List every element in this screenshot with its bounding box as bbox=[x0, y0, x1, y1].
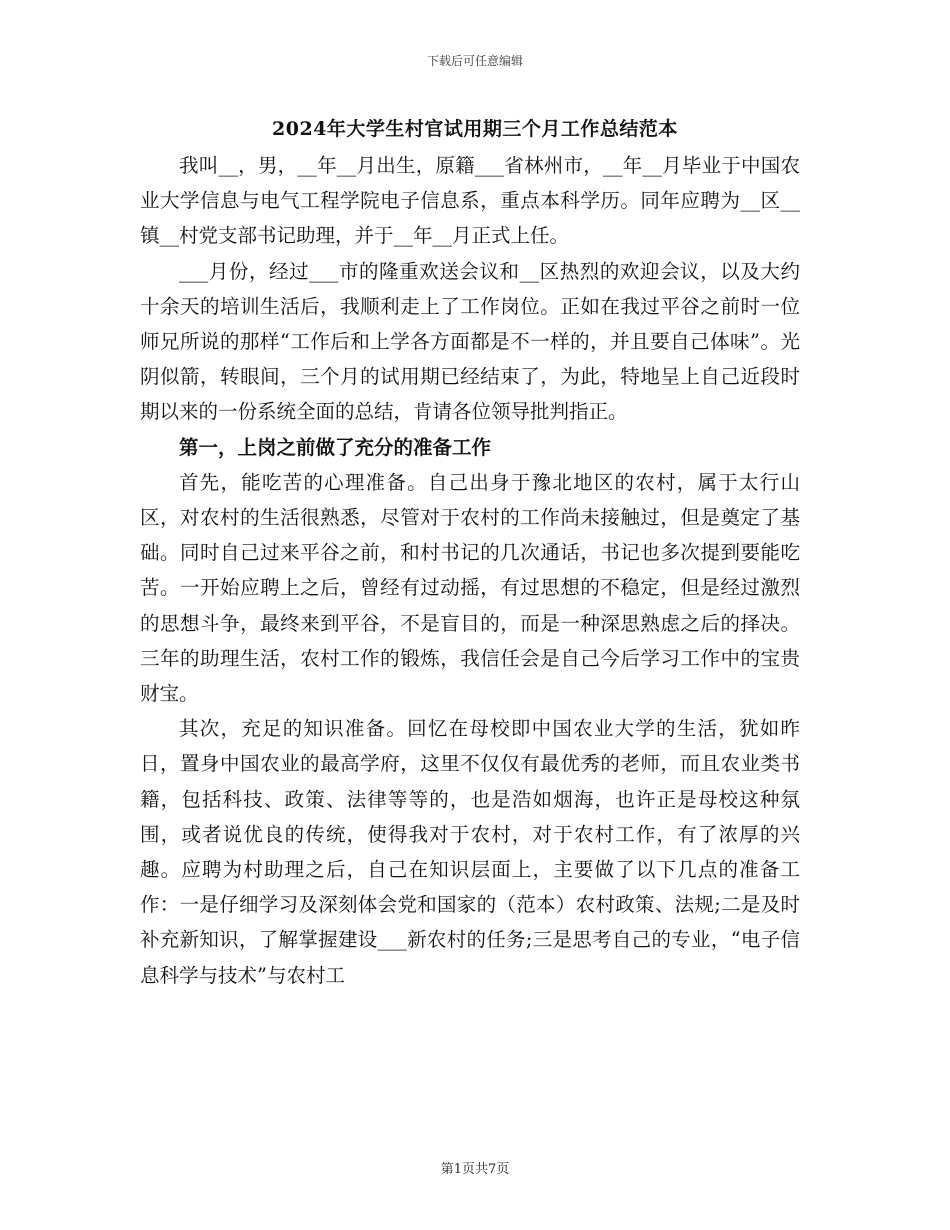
document-body bbox=[140, 148, 800, 993]
paragraph-intro: 我叫__，男，__年__月出生，原籍___省林州市，__年__月毕业于中国农业大学信息与电气工程学院电子信息系，重点本科学历。同年应聘为__区__镇__村党支部书记助理，并于__年__月正式上任。 bbox=[140, 154, 800, 248]
page-number: 第1页共7页 bbox=[440, 1162, 510, 1177]
paragraph-knowledge-preparation: 其次，充足的知识准备。回忆在母校即中国农业大学的生活，犹如昨日，置身中国农业的最高学府，这里不仅仅有最优秀的老师，而且农业类书籍，包括科技、政策、法律等等的，也是浩如烟海，也许正是母校这种氛围，或者说优良的传统，使得我对于农村，对于农村工作，有了浓厚的兴趣。应聘为村助理之后，自己在知识层面上，主要做了以下几点的准备工作：一是仔细学习及深刻体会党和国家的（范本）农村政策、法规;二是及时补充新知识，了解掌握建设___新农村的任务;三是思考自己的专业，“电子信息科学与技术”与农村工 bbox=[140, 717, 800, 987]
document-title: 2024年大学生村官试用期三个月工作总结范本 bbox=[272, 118, 678, 140]
paragraph-arrival: ___月份，经过___市的隆重欢送会议和__区热烈的欢迎会议，以及大约十余天的培训生活后，我顺利走上了工作岗位。正如在我过平谷之前时一位师兄所说的那样“工作后和上学各方面都是不一样的，并且要自己体味”。光阴似箭，转眼间，三个月的试用期已经结束了，为此，特地呈上自己近段时期以来的一份系统全面的总结，肯请各位领导批判指正。 bbox=[140, 259, 800, 424]
section-heading-preparation: 第一，上岗之前做了充分的准备工作 bbox=[179, 435, 492, 459]
page-header: 下载后可任意编辑 bbox=[426, 54, 523, 68]
paragraph-mental-preparation: 首先，能吃苦的心理准备。自己出身于豫北地区的农村，属于太行山区，对农村的生活很熟悉，尽管对于农村的工作尚未接触过，但是奠定了基础。同时自己过来平谷之前，和村书记的几次通话，书记也多次提到要能吃苦。一开始应聘上之后，曾经有过动摇，有过思想的不稳定，但是经过激烈的思想斗争，最终来到平谷，不是盲目的，而是一种深思熟虑之后的择决。三年的助理生活，农村工作的锻炼，我信任会是自己今后学习工作中的宝贵财宝。 bbox=[140, 470, 800, 706]
